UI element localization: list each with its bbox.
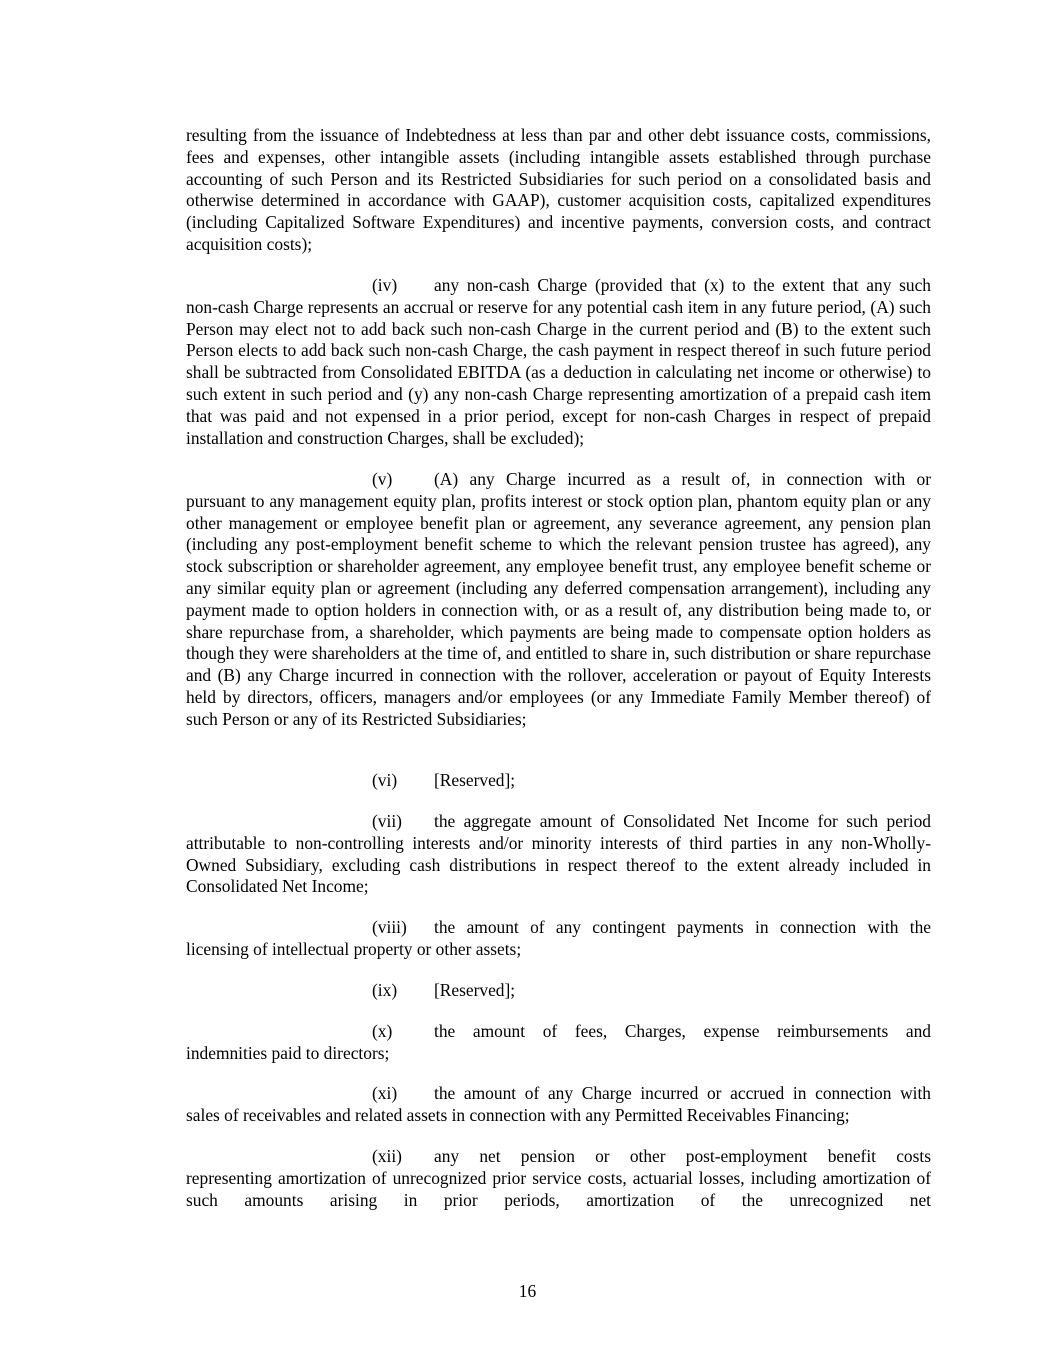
page-number: 16 (518, 1281, 537, 1301)
clause-first-line: any net pension or other post-employment benefit costs (434, 1146, 931, 1166)
clause-body: pursuant to any management equity plan, profits interest or stock option plan, phantom equity plan or any other management or employee benefit plan or agreement, any severance agreement, any pension plan (including any post-employment benefit scheme to which the relevant pension trustee has agreed), any stock subscription or shareholder agreement, any employee benefit trust, any employee benefit scheme or any similar equity plan or agreement (including any deferred compensation arrangement), including any payment made to option holders in connection with, or as a result of, any distribution being made to, or share repurchase from, a shareholder, which payments are being made to compensate option holders as though they were shareholders at the time of, and entitled to share in, such distribution or share repurchase and (B) any Charge incurred in connection with the rollover, acceleration or payout of Equity Interests held by directors, officers, managers and/or employees (or any Immediate Family Member thereof) of such Person or any of its Restricted Subsidiaries; (186, 490, 931, 729)
clause-first-line: any non-cash Charge (provided that (x) to the extent that any such (434, 275, 931, 295)
clause-body: attributable to non-controlling interests and/or minority interests of third parties in any non-Wholly-Owned Subsidiary, excluding cash distributions in respect thereof to the extent already included in Consolidated Net Income; (186, 832, 931, 897)
clause-v (186, 469, 931, 731)
clause-first-line: [Reserved]; (434, 980, 516, 1000)
clause-vii (186, 811, 931, 898)
clause-number: (v) (372, 469, 393, 489)
clause-number: (vii) (372, 811, 402, 831)
clause-first-line: (A) any Charge incurred as a result of, in connection with or (434, 469, 931, 489)
clause-number: (vi) (372, 770, 398, 790)
clause-first-line: the amount of any Charge incurred or accrued in connection with (434, 1083, 931, 1103)
clause-first-line: the amount of fees, Charges, expense reimbursements and (434, 1021, 931, 1041)
clause-number: (x) (372, 1021, 393, 1041)
clause-body: representing amortization of unrecognized prior service costs, actuarial losses, including amortization of such amounts arising in prior periods, amortization of the unrecognized net (186, 1167, 931, 1210)
continuation-text: resulting from the issuance of Indebtedness at less than par and other debt issuance costs, commissions, fees and expenses, other intangible assets (including intangible assets established through purchase accounting of such Person and its Restricted Subsidiaries for such period on a consolidated basis and otherwise determined in accordance with GAAP), customer acquisition costs, capitalized expenditures (including Capitalized Software Expenditures) and incentive payments, conversion costs, and contract acquisition costs); (186, 125, 931, 254)
clause-xii (186, 1146, 931, 1211)
clause-body: sales of receivables and related assets in connection with any Permitted Receivables Financing; (186, 1104, 850, 1125)
clause-body: licensing of intellectual property or other assets; (186, 938, 522, 959)
clause-ix (186, 980, 931, 1002)
continuation-paragraph (186, 125, 931, 256)
clause-xi (186, 1083, 931, 1127)
clause-number: (xi) (372, 1083, 398, 1103)
clause-viii (186, 917, 931, 961)
clause-body: indemnities paid to directors; (186, 1042, 390, 1063)
clause-number: (xii) (372, 1146, 402, 1166)
clause-x (186, 1021, 931, 1065)
clause-first-line: [Reserved]; (434, 770, 516, 790)
clause-iv (186, 275, 931, 449)
clause-body: non-cash Charge represents an accrual or reserve for any potential cash item in any future period, (A) such Person may elect not to add back such non-cash Charge in the current period and (B) to the extent such Person elects to add back such non-cash Charge, the cash payment in respect thereof in such future period shall be subtracted from Consolidated EBITDA (as a deduction in calculating net income or otherwise) to such extent in such period and (y) any non-cash Charge representing amortization of a prepaid cash item that was paid and not expensed in a prior period, except for non-cash Charges in respect of prepaid installation and construction Charges, shall be excluded); (186, 296, 931, 448)
clause-first-line: the aggregate amount of Consolidated Net Income for such period (434, 811, 931, 831)
clause-vi (186, 770, 931, 792)
clause-number: (viii) (372, 917, 407, 937)
clause-number: (ix) (372, 980, 398, 1000)
clause-first-line: the amount of any contingent payments in connection with the (434, 917, 931, 937)
clause-number: (iv) (372, 275, 398, 295)
